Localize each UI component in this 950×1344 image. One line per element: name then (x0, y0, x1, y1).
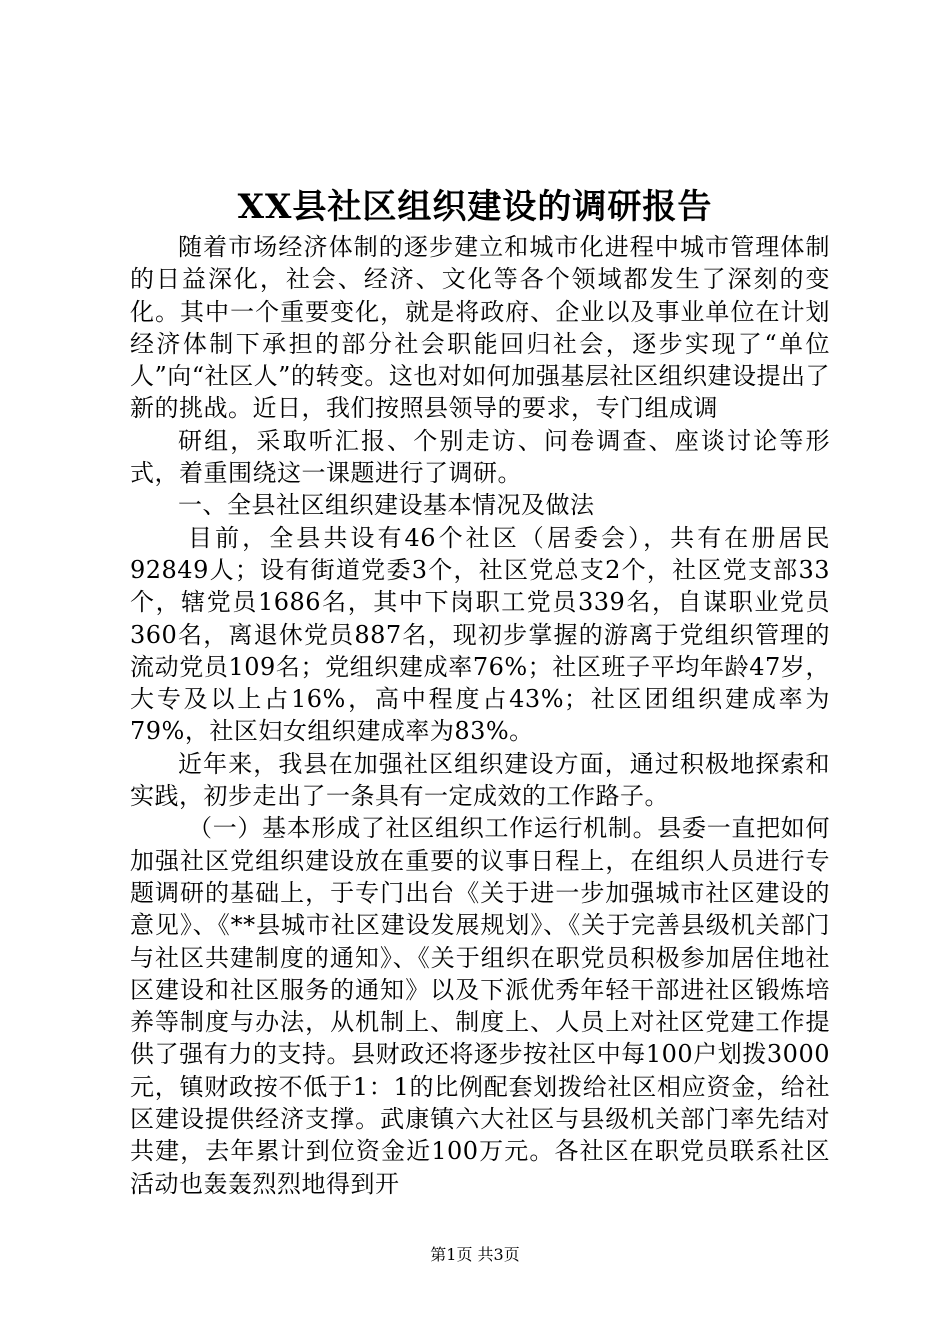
paragraph-recent-years: 近年来，我县在加强社区组织建设方面，通过积极地探索和实践，初步走出了一条具有一定成效的工作路子。 (130, 749, 830, 811)
document-title: XX县社区组织建设的调研报告 (237, 187, 713, 227)
paragraph-research-method: 研组，采取听汇报、个别走访、问卷调查、座谈讨论等形式，着重围绕这一课题进行了调研。 (130, 426, 830, 488)
section-heading-1: 一、全县社区组织建设基本情况及做法 (178, 491, 595, 520)
paragraph-intro: 随着市场经济体制的逐步建立和城市化进程中城市管理体制的日益深化，社会、经济、文化等各个领域都发生了深刻的变化。其中一个重要变化，就是将政府、企业以及事业单位在计划经济体制下承担的部分社会职能回归社会，逐步实现了“单位人”向“社区人”的转变。这也对如何加强基层社区组织建设提出了新的挑战。近日，我们按照县领导的要求，专门组成调 (130, 233, 830, 423)
page-footer: 第1页 共3页 (430, 1245, 520, 1264)
paragraph-mechanism: （一）基本形成了社区组织工作运行机制。县委一直把如何加强社区党组织建设放在重要的议事日程上，在组织人员进行专题调研的基础上，于专门出台《关于进一步加强城市社区建设的意见》、《**县城市社区建设发展规划》、《关于完善县级机关部门与社区共建制度的通知》、《关于组织在职党员积极参加居住地社区建设和社区服务的通知》以及下派优秀年轻干部进社区锻炼培养等制度与办法，从机制上、制度上、人员上对社区党建工作提供了强有力的支持。县财政还将逐步按社区中每100户划拨3000元，镇财政按不低于1：1的比例配套划拨给社区相应资金，给社区建设提供经济支撑。武康镇六大社区与县级机关部门率先结对共建，去年累计到位资金近100万元。各社区在职党员联系社区活动也轰轰烈烈地得到开 (130, 814, 830, 1198)
document-body (130, 231, 830, 1200)
paragraph-statistics: 目前，全县共设有46个社区（居委会），共有在册居民92849人；设有街道党委3个，社区党总支2个，社区党支部33个，辖党员1686名，其中下岗职工党员339名，自谋职业党员360名，离退休党员887名，现初步掌握的游离于党组织管理的流动党员109名；党组织建成率76%；社区班子平均年龄47岁，大专及以上占16%，高中程度占43%；社区团组织建成率为79%，社区妇女组织建成率为83%。 (130, 523, 830, 746)
